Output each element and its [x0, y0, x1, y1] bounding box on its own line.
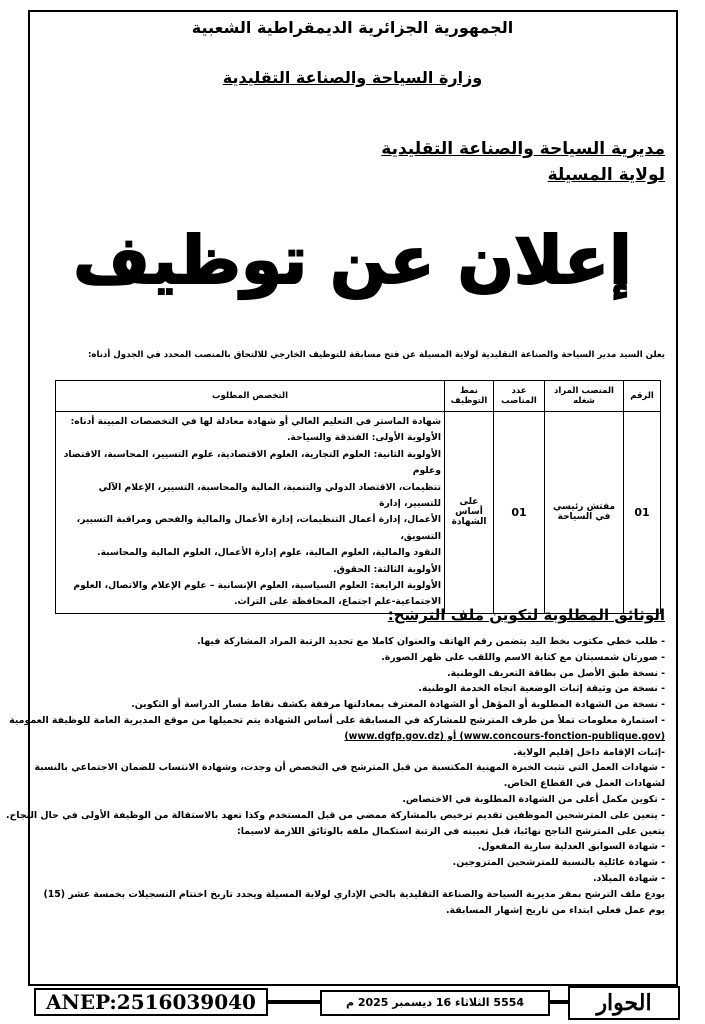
spec-line: الاجتماعية-علم اجتماع، المحافظة على التراث.	[234, 596, 441, 608]
ministry-title: وزارة السياحة والصناعة التقليدية	[222, 68, 483, 87]
list-item: - نسخة طبق الأصل من بطاقة التعريف الوطنية.	[447, 667, 665, 679]
spec-line: الأولوية الثانية: العلوم التجارية، العلوم الاقتصادية، علوم التسيير، المحاسبة، الاقتصاد وعلوم	[63, 448, 441, 477]
directorate-block	[381, 136, 665, 188]
cell-specialty	[56, 412, 445, 614]
list-item: - شهادة السوابق العدلية سارية المفعول.	[477, 841, 665, 853]
cell-position: مفتش رئيسي في السياحة	[545, 412, 624, 614]
spec-line: الأولوية الثالثة: الحقوق.	[333, 563, 441, 575]
table-header-row	[56, 381, 661, 412]
cell-mode: على أساس الشهادة	[445, 412, 494, 614]
directorate-line-2: لولاية المسيلة	[547, 165, 665, 185]
list-item: يوم عمل فعلي ابتداء من تاريخ إشهار المسابقة.	[446, 904, 665, 916]
spec-line: الأولوية الأولى: الفندقة والسياحة.	[286, 432, 441, 444]
spec-line: تنظيمات، الاقتصاد الدولي والتنمية، المالية والمحاسبة، التسيير، الإعلام الآلي للتسيير، إدارة	[98, 481, 441, 510]
list-item: - استمارة معلومات تملأ من طرف المترشح للمشاركة في المسابقة على أساس الشهادة يتم تحميلها من موقع المديرية العامة للوظيفة العمومية	[9, 714, 665, 726]
list-item: - تكوين مكمل أعلى من الشهادة المطلوبة في الاختصاص.	[402, 793, 665, 805]
list-item: يتعين على المترشح الناجح نهائيا، قبل تعيينه في الرتبة استكمال ملفه بالوثائق اللازمة لاسيما:	[237, 825, 665, 837]
spec-line: الأعمال، إدارة أعمال التنظيمات، إدارة الأعمال والمالية والفحص ومراقبة التسيير، التسويق،	[76, 514, 441, 542]
documents-list	[5, 634, 665, 918]
list-item: - يتعين على المترشحين الموظفين تقديم ترخيص بالمشاركة ممضي من قبل المستخدم وكذا تعهد بالاستقالة من الوظيفة الأولى في حال النجاح.	[5, 809, 665, 821]
header-position: المنصب المراد شغله	[545, 381, 624, 412]
list-item: - نسخة من الشهادة المطلوبة أو المؤهل أو الشهادة المعترف بمعادلتها مرفقة بكشف نقاط مسار الدراسة أو التكوين.	[131, 699, 665, 711]
republic-title: الجمهورية الجزائرية الديمقراطية الشعبية	[191, 18, 514, 37]
list-item: - شهادات العمل التي تثبت الخبرة المهنية المكتسبة من قبل المترشح في التخصص أن وجدت، وشهادة الانتساب للضمان الاجتماعي بالنسبة	[34, 762, 665, 774]
header-count: عدد المناصب	[494, 381, 545, 412]
table-row	[56, 412, 661, 614]
list-item: يودع ملف الترشح بمقر مديرية السياحة والصناعة التقليدية بالحي الإداري لولاية المسيلة ويحدد تاريخ اختتام التسجيلات بخمسة عشر (15)	[43, 888, 665, 900]
footer-bar	[268, 1000, 320, 1004]
list-item: - صورتان شمسيتان مع كتابة الاسم واللقب على ظهر الصورة.	[381, 651, 665, 663]
spec-line: الأولوية الرابعة: العلوم السياسية، العلوم الإنسانية – علوم الإعلام والاتصال، العلوم	[73, 580, 441, 592]
issue-info: 5554 الثلاثاء 16 ديسمبر 2025 م	[320, 990, 550, 1016]
directorate-line-1: مديرية السياحة والصناعة التقليدية	[381, 139, 665, 159]
list-item: - طلب خطي مكتوب بخط اليد يتضمن رقم الهاتف والعنوان كاملا مع تحديد الرتبة المراد المشاركة فيها.	[197, 636, 665, 647]
anep-reference: ANEP:2516039040	[34, 988, 268, 1016]
spec-line: النقود والمالية، العلوم المالية، علوم إدارة الأعمال، العلوم المالية والمحاسبة.	[97, 547, 441, 559]
header-specialty: التخصص المطلوب	[56, 381, 445, 412]
positions-table	[55, 380, 661, 614]
newspaper-logo: الحوار	[568, 986, 680, 1020]
spec-line: شهادة الماستر في التعليم العالي أو شهادة معادلة لها في التخصصات المبينة أدناه:	[70, 416, 441, 427]
list-item: - نسخة من وثيقة إثبات الوضعية اتجاه الخدمة الوطنية.	[418, 683, 665, 695]
list-item: -إثبات الإقامة داخل إقليم الولاية.	[513, 746, 665, 758]
list-item: لشهادات العمل في القطاع الخاص.	[503, 778, 665, 790]
headline: إعلان عن توظيف	[73, 222, 632, 299]
header-mode: نمط التوظيف	[445, 381, 494, 412]
footer-bar	[550, 1000, 568, 1004]
header-number: الرقم	[624, 381, 661, 412]
intro-text: يعلن السيد مدير السياحة والصناعة التقليدية لولاية المسيلة عن فتح مسابقة للتوظيف الخارجي للالتحاق بالمنصب المحدد في الجدول أدناه:	[87, 350, 665, 360]
list-item: (www.concours-fonction-publique.gov) أو (www.dgfp.gov.dz)	[344, 730, 665, 742]
footer	[0, 986, 705, 1024]
cell-count: 01	[494, 412, 545, 614]
cell-number: 01	[624, 412, 661, 614]
list-item: - شهادة عائلية بالنسبة للمترشحين المتزوجين.	[452, 857, 665, 869]
list-item: - شهادة الميلاد.	[592, 872, 665, 884]
documents-title: الوثائق المطلوبة لتكوين ملف الترشح:	[387, 606, 665, 624]
